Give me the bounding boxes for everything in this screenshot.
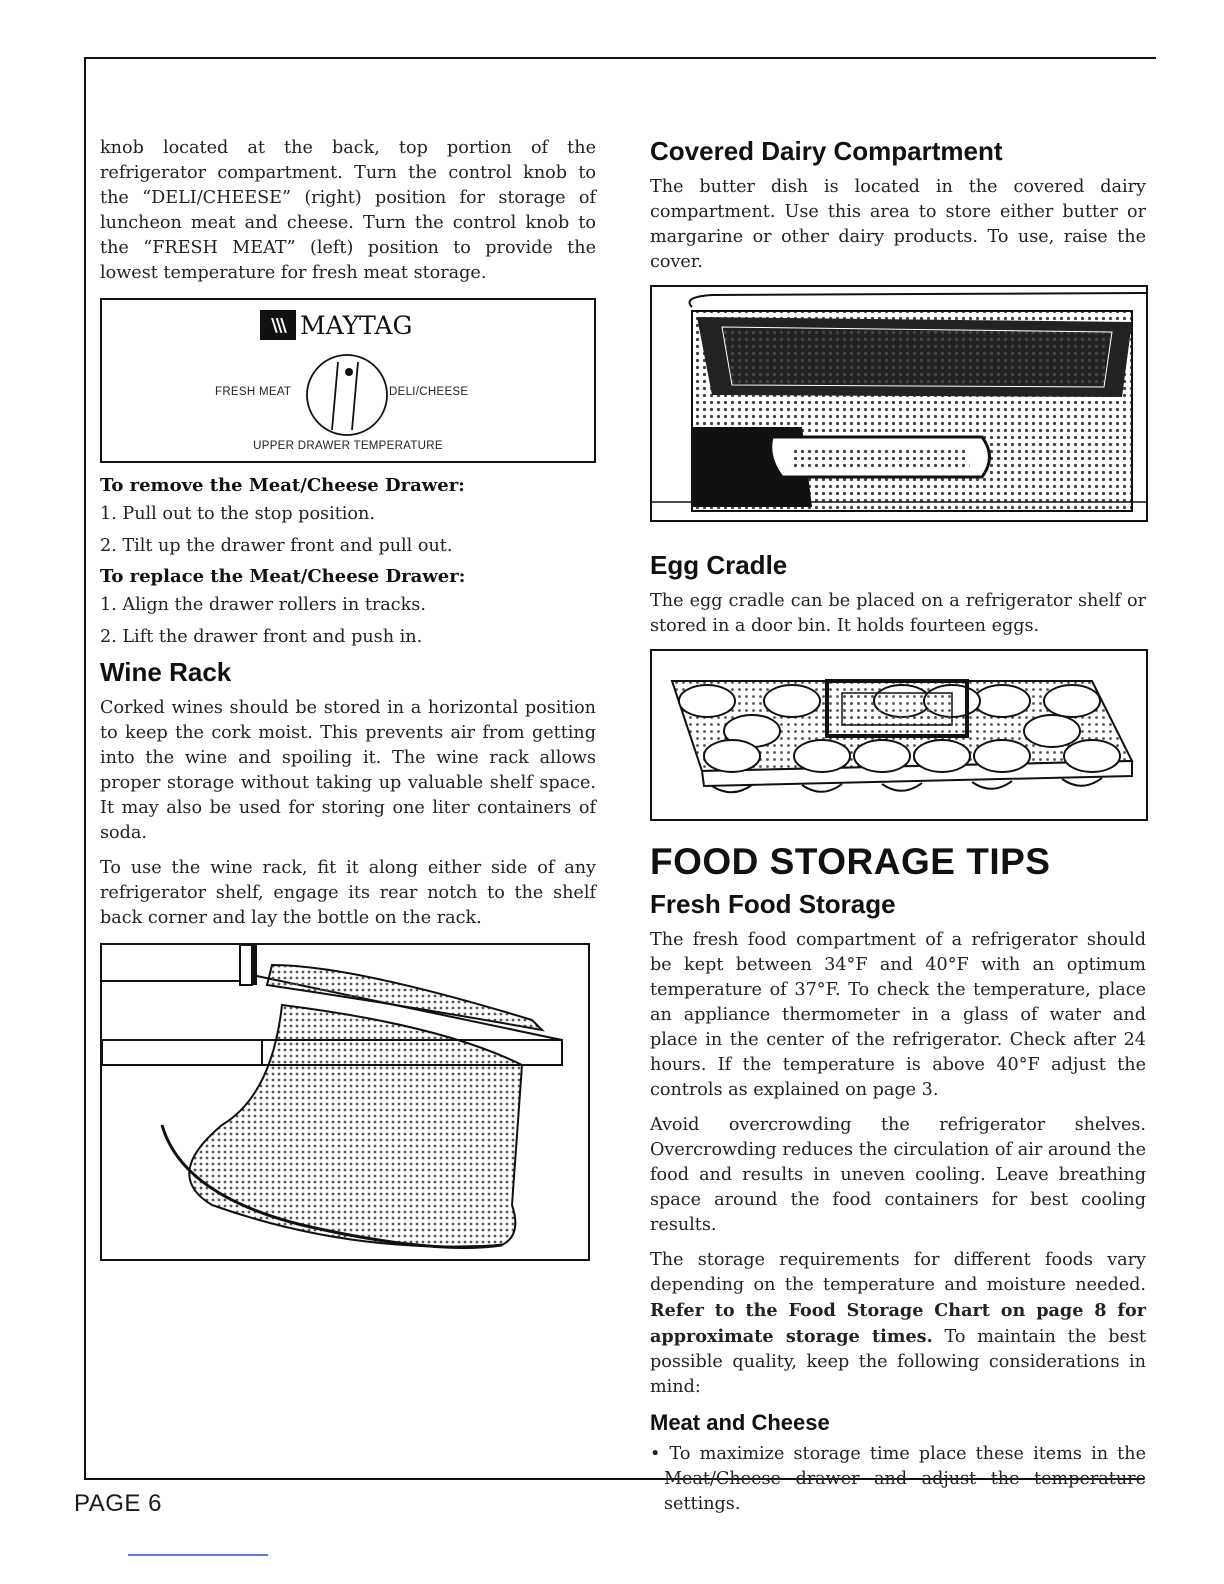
paragraph-3-end: To maintain the best possible quality, keep the following considerations in mind: bbox=[650, 1327, 1146, 1397]
remove-steps bbox=[100, 502, 596, 558]
remove-step-1: 1. Pull out to the stop position. bbox=[100, 504, 375, 524]
dairy-compartment-icon bbox=[652, 287, 1146, 520]
maytag-mark-icon: \\\ bbox=[260, 310, 296, 340]
paragraph-3-start: The storage requirements for different foods vary depending on the temperature and moisture needed. bbox=[650, 1250, 1146, 1295]
replace-drawer-heading: To replace the Meat/Cheese Drawer: bbox=[100, 566, 466, 587]
remove-drawer-heading: To remove the Meat/Cheese Drawer: bbox=[100, 475, 465, 496]
fresh-food-paragraph-2: Avoid overcrowding the refrigerator shelves. Overcrowding reduces the circulation of air around the food and results in uneven cooling. Leave breathing space around the food containers for best cooling results. bbox=[650, 1115, 1146, 1235]
fresh-food-storage-heading: Fresh Food Storage bbox=[650, 889, 896, 919]
dairy-compartment-illustration bbox=[650, 285, 1148, 522]
egg-cradle-icon bbox=[652, 651, 1146, 819]
wine-rack-heading: Wine Rack bbox=[100, 657, 232, 687]
egg-cradle-paragraph: The egg cradle can be placed on a refrigerator shelf or stored in a door bin. It holds fourteen eggs. bbox=[650, 591, 1146, 636]
meat-cheese-list bbox=[650, 1442, 1146, 1517]
dairy-paragraph: The butter dish is located in the covered dairy compartment. Use this area to store either butter or margarine or other dairy products. To use, raise the cover. bbox=[650, 177, 1146, 272]
wine-rack-paragraph-2: To use the wine rack, fit it along either side of any refrigerator shelf, engage its rear notch to the shelf back corner and lay the bottle on the rack. bbox=[100, 858, 596, 928]
replace-step-1: 1. Align the drawer rollers in tracks. bbox=[100, 595, 426, 615]
egg-cradle-heading: Egg Cradle bbox=[650, 550, 788, 580]
food-storage-tips-heading: FOOD STORAGE TIPS bbox=[650, 841, 1051, 882]
dairy-heading: Covered Dairy Compartment bbox=[650, 136, 1003, 166]
intro-paragraph: knob located at the back, top portion of the refrigerator compartment. Turn the control knob to the “DELI/CHEESE” (right) position for storage of luncheon meat and cheese. Turn the control knob to the “FRESH MEAT” (left) position to provide the lowest temperature for fresh meat storage. bbox=[100, 138, 596, 283]
wine-rack-illustration bbox=[100, 943, 590, 1261]
meat-cheese-heading: Meat and Cheese bbox=[650, 1410, 830, 1435]
wine-rack-icon bbox=[102, 945, 588, 1259]
right-column bbox=[650, 136, 1146, 1517]
fresh-food-paragraph-1: The fresh food compartment of a refrigerator should be kept between 34°F and 40°F with an optimum temperature of 37°F. To check the temperature, place an appliance thermometer in a glass of water and place in the center of the refrigerator. Check after 24 hours. If the temperature is above 40°F adjust the controls as explained on page 3. bbox=[650, 930, 1146, 1100]
meat-cheese-bullet: • To maximize storage time place these items in the Meat/Cheese drawer and adjust the temperature settings. bbox=[650, 1444, 1146, 1514]
fresh-meat-label: FRESH MEAT bbox=[215, 386, 292, 398]
wine-rack-paragraph-1: Corked wines should be stored in a horizontal position to keep the cork moist. This prevents air from getting into the wine and spoiling it. The wine rack allows proper storage without taking up valuable shelf space. It may also be used for storing one liter containers of soda. bbox=[100, 698, 596, 843]
control-knob-icon bbox=[302, 350, 392, 440]
remove-step-2: 2. Tilt up the drawer front and pull out. bbox=[100, 536, 453, 556]
upper-drawer-temp-label: UPPER DRAWER TEMPERATURE bbox=[253, 440, 443, 452]
maytag-logo bbox=[260, 310, 412, 340]
brand-name: MAYTAG bbox=[300, 310, 413, 340]
left-rule bbox=[84, 57, 86, 1479]
temperature-dial-figure bbox=[100, 298, 596, 463]
deli-cheese-label: DELI/CHEESE bbox=[389, 386, 469, 398]
footer-underline bbox=[128, 1554, 268, 1556]
replace-steps bbox=[100, 593, 596, 649]
replace-step-2: 2. Lift the drawer front and push in. bbox=[100, 627, 423, 647]
top-rule bbox=[84, 57, 1156, 59]
egg-cradle-illustration bbox=[650, 649, 1148, 821]
page-number: PAGE 6 bbox=[74, 1490, 162, 1517]
left-column bbox=[100, 136, 596, 1261]
storage-chart-reference: Refer to the Food Storage Chart on page 8 for approximate storage times. bbox=[650, 1300, 1146, 1347]
fresh-food-paragraph-3 bbox=[650, 1248, 1146, 1400]
